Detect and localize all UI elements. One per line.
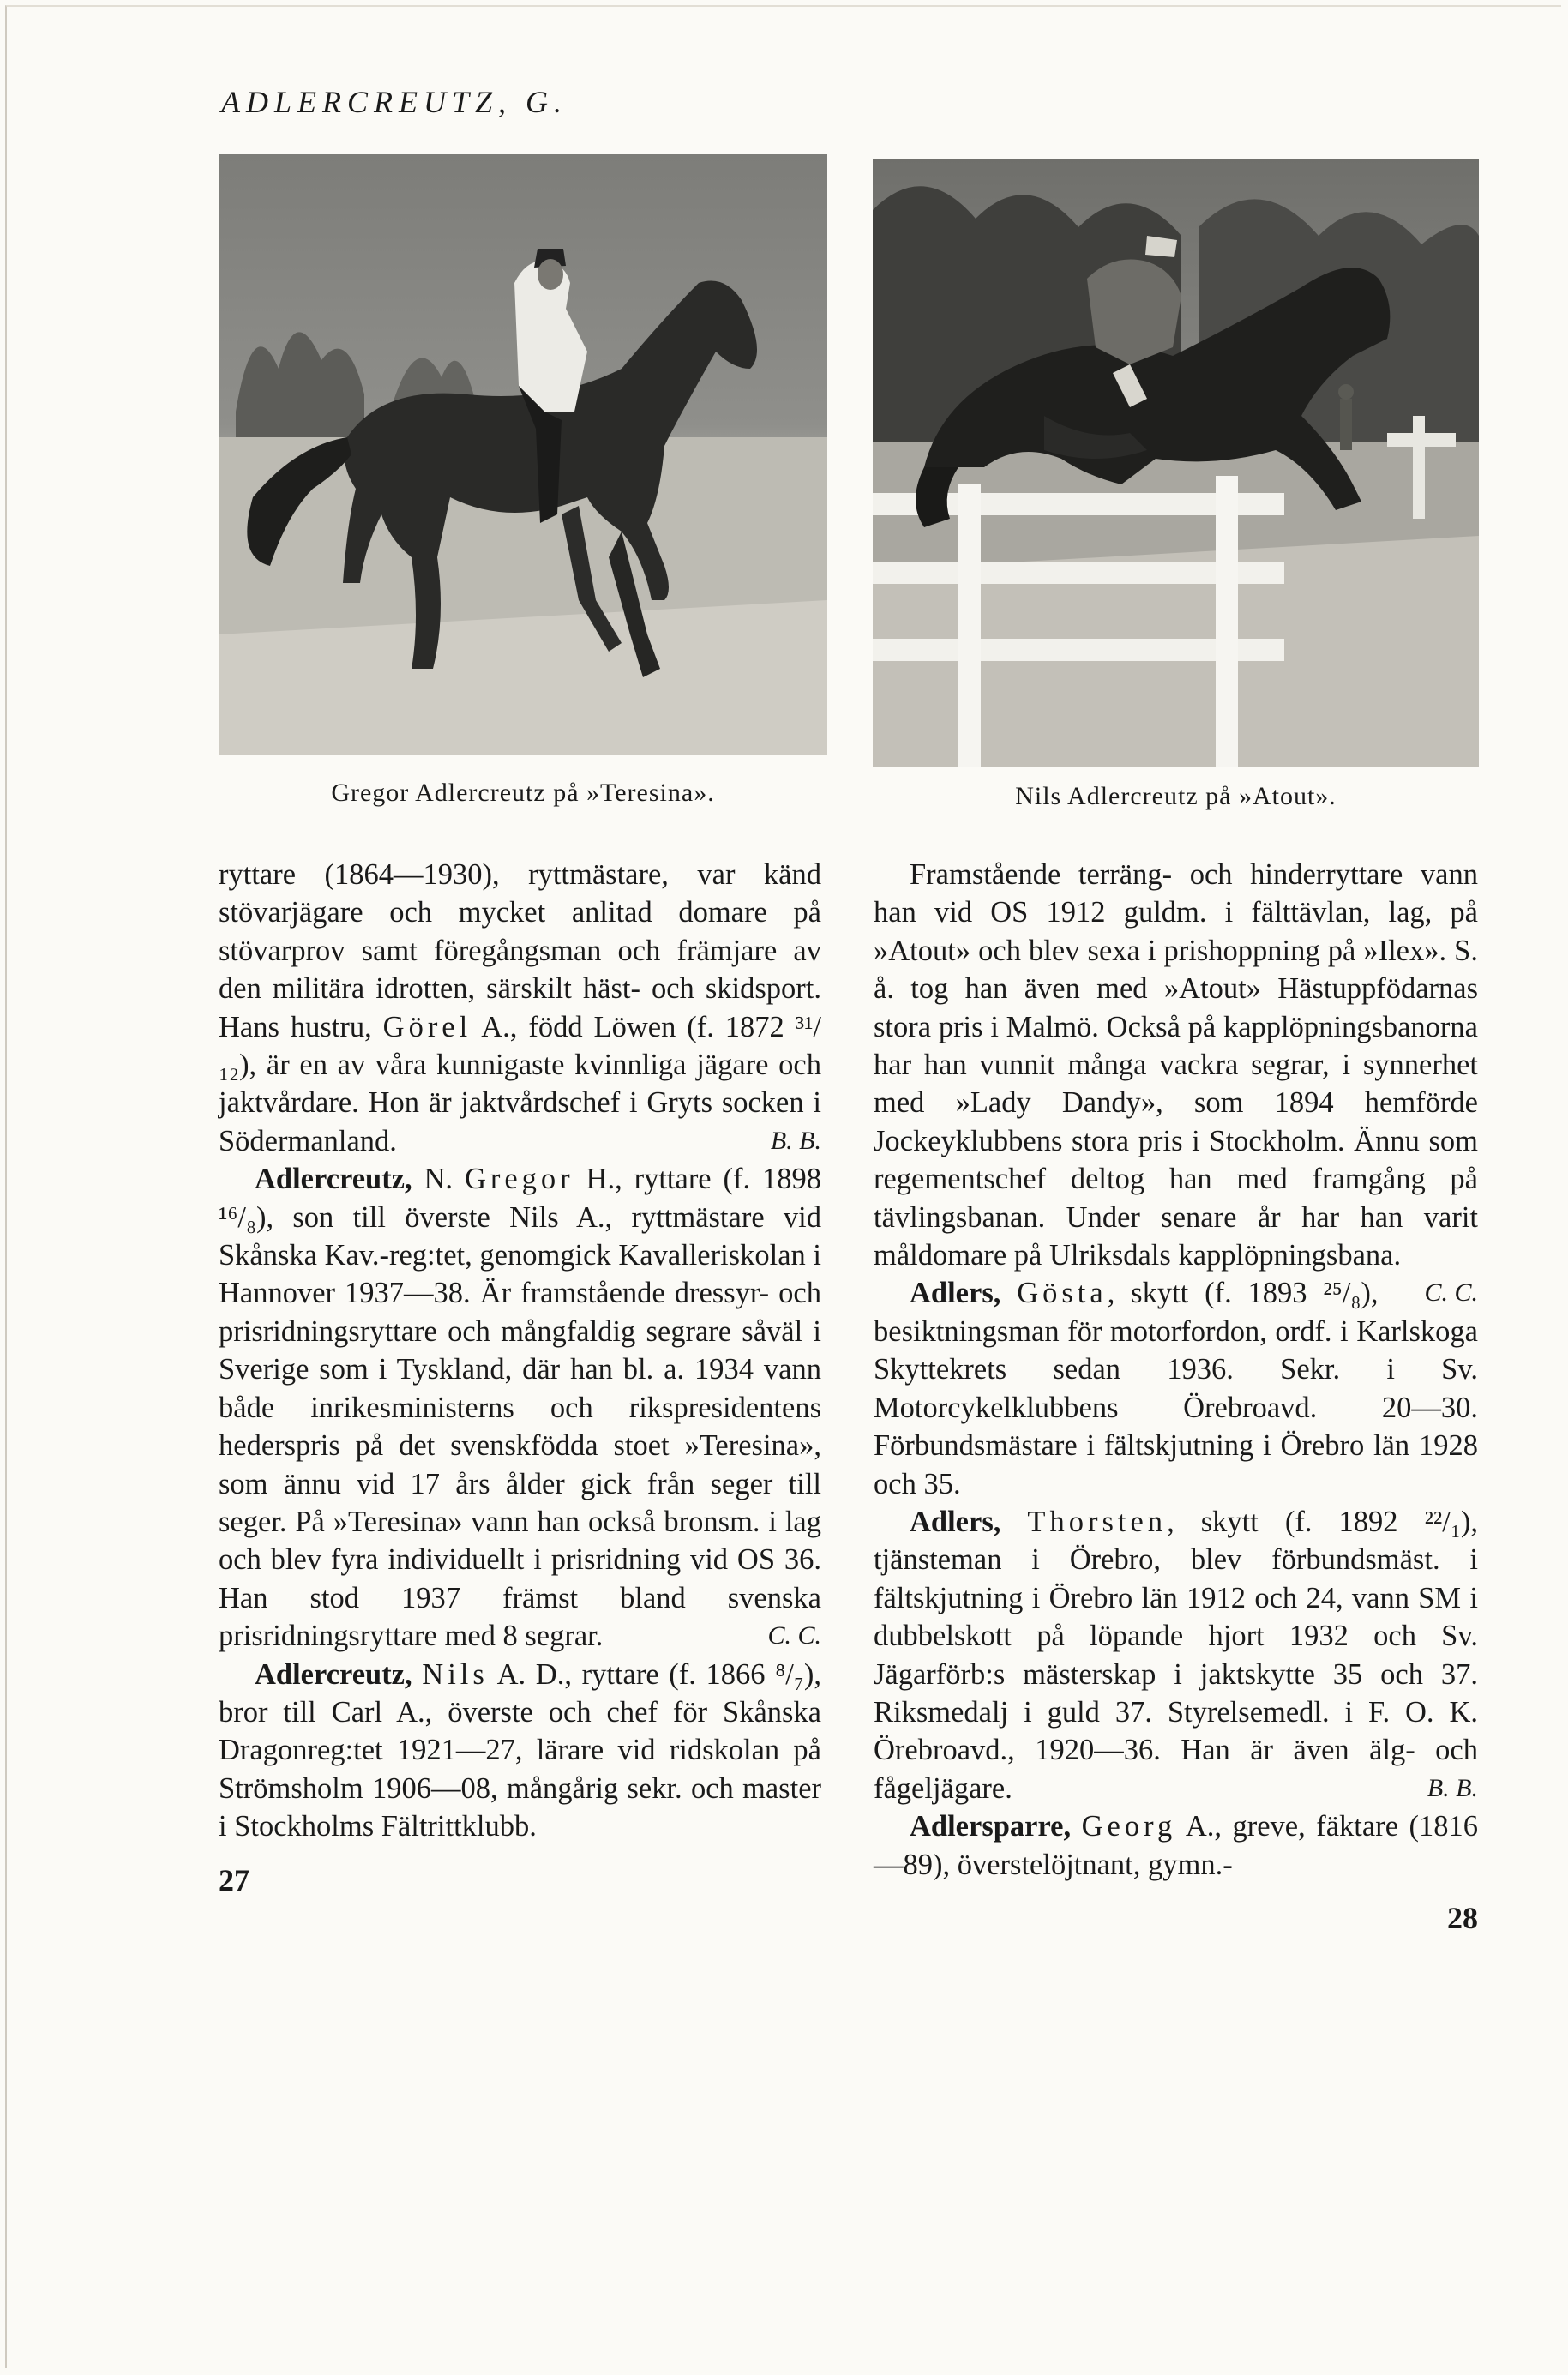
photo-dressage-image (219, 154, 827, 755)
entry-headword: Adlercreutz, (255, 1657, 412, 1691)
entry-text: A., greve, fäktare (1816—89), överstelöjtnant, gymn.- (874, 1810, 1478, 1881)
running-head: ADLERCREUTZ, G. (221, 85, 568, 119)
entry-adlersparre-georg (874, 1807, 1478, 1884)
author-signature: C. C. (767, 1621, 821, 1650)
entry-continuation (219, 856, 821, 1160)
author-signature: C. C. (1424, 1278, 1478, 1308)
entry-text: Framstående terräng- och hinderryttare vann han vid OS 1912 guldm. i fälttävlan, lag, på »Atout» och blev sexa i prishoppning på »Ilex». S. å. tog han även med »Atout» Hästuppfödarnas stora pris i Malmö. Också på kapplöpningsbanorna har han vunnit många vackra segrar, i synnerhet med »Lady Dandy», som 1894 hemförde Jockeyklubbens stora pris i Stockholm. Ännu som regementschef deltog han med framgång på tävlingsbanan. Under senare år har han varit måldomare på Ulriksdals kapplöpningsbana. (874, 858, 1478, 1272)
person-name: Gösta (1017, 1277, 1108, 1310)
entry-text: ), besiktningsman för motorfordon, ordf. i Karlskoga Skyttekrets sedan 1936. Sekr. i Sv. Motorcykelklubbens Örebroavd. 20—30. Förbundsmästare i fältskjutning i Örebro län 1928 och 35. (874, 1277, 1478, 1500)
page-number-right: 28 (1447, 1900, 1478, 1935)
entry-adlers-thorsten (874, 1503, 1478, 1807)
person-name: Nils (422, 1657, 489, 1691)
entry-text: ), tjänsteman i Örebro, blev förbundsmäst. i fältskjutning i Örebro län 1912 och 24, vann SM i dubbelskott på löpande hjort 1932 och Sv. Jägarförb:s mästerskap i jaktskytte 35 och 37. Riksmedalj i guld 37. Styrelsemedl. i F. O. K. Örebroavd., 1920—36. Han är även älg- och fågeljägare. (874, 1505, 1478, 1805)
author-signature: B. B. (1427, 1773, 1478, 1802)
left-column (219, 856, 821, 1899)
entry-headword: Adlers, (910, 1277, 1001, 1310)
entry-text: ryttare (1864—1930), ryttmästare, var känd stövarjägare och mycket anlitad domare på stövarprov samt föregångsman och främjare av den militära idrotten, särskilt häst- och skidsport. Hans hustru, (219, 858, 821, 1043)
entry-headword: Adlercreutz, (255, 1163, 412, 1196)
birth-date: ¹⁶/₈ (219, 1200, 256, 1234)
entry-adlercreutz-nils (219, 1656, 821, 1846)
caption-right: Nils Adlercreutz på »Atout». (1015, 782, 1337, 810)
entry-text: ), son till överste Nils A., ryttmästare vid Skånska Kav.-reg:tet, genomgick Kavalleriskolan i Hannover 1937—38. Är framstående dressyr- och prisridningsryttare och mångfaldig segrare såväl i Sverige som i Tyskland, där han bl. a. 1934 vann både inrikesministerns och rikspresidentens hederspris på det svenskfödda stoet »Teresina», som ännu vid 17 års ålder gick från seger till seger. På »Teresina» vann han också bronsm. i lag och blev fyra individuellt i prisridning vid OS 36. Han stod 1937 främst bland svenska prisridningsryttare med 8 segrar. (219, 1200, 821, 1653)
photo-gregor-teresina (219, 154, 827, 755)
caption-left: Gregor Adlercreutz på »Teresina». (331, 779, 715, 807)
entry-adlercreutz-gregor (219, 1160, 821, 1655)
entry-adlers-gosta (874, 1274, 1478, 1502)
author-signature: B. B. (770, 1126, 821, 1155)
photo-nils-atout (873, 159, 1479, 767)
person-name: Görel (382, 1010, 472, 1043)
entry-headword: Adlersparre, (910, 1810, 1072, 1843)
birth-date: ³¹/₁₂ (219, 1010, 822, 1082)
entry-text: N. (412, 1163, 465, 1196)
entry-text: A., född Löwen (f. 1872 (472, 1010, 796, 1043)
entry-text: , skytt (f. 1893 (1107, 1277, 1324, 1310)
person-name: Thorsten (1027, 1505, 1168, 1538)
entry-text: ), är en av våra kunnigaste kvinnliga jägare och jaktvårdare. Hon är jaktvårdschef i Gryts socken i Södermanland. (219, 1049, 821, 1157)
page-number-left: 27 (219, 1862, 249, 1897)
entry-text: H., ryttare (f. 1898 (574, 1163, 821, 1196)
entry-headword: Adlers, (910, 1505, 1001, 1538)
birth-date: ⁸/₇ (775, 1657, 804, 1691)
entry-text: , skytt (f. 1892 (1167, 1505, 1425, 1538)
entry-text: A. D., ryttare (f. 1866 (488, 1657, 776, 1691)
person-name: Gregor (464, 1163, 574, 1196)
birth-date: ²²/₁ (1424, 1505, 1461, 1538)
photo-jumping-image (873, 159, 1479, 767)
right-column (874, 856, 1478, 1937)
birth-date: ²⁵/₈ (1323, 1277, 1361, 1310)
person-name: Georg (1081, 1810, 1177, 1843)
entry-text: ), bror till Carl A., överste och chef för Skånska Dragonreg:tet 1921—27, lärare vid ridskolan på Strömsholm 1906—08, mångårig sekr. och master i Stockholms Fältrittklubb. (219, 1657, 821, 1843)
